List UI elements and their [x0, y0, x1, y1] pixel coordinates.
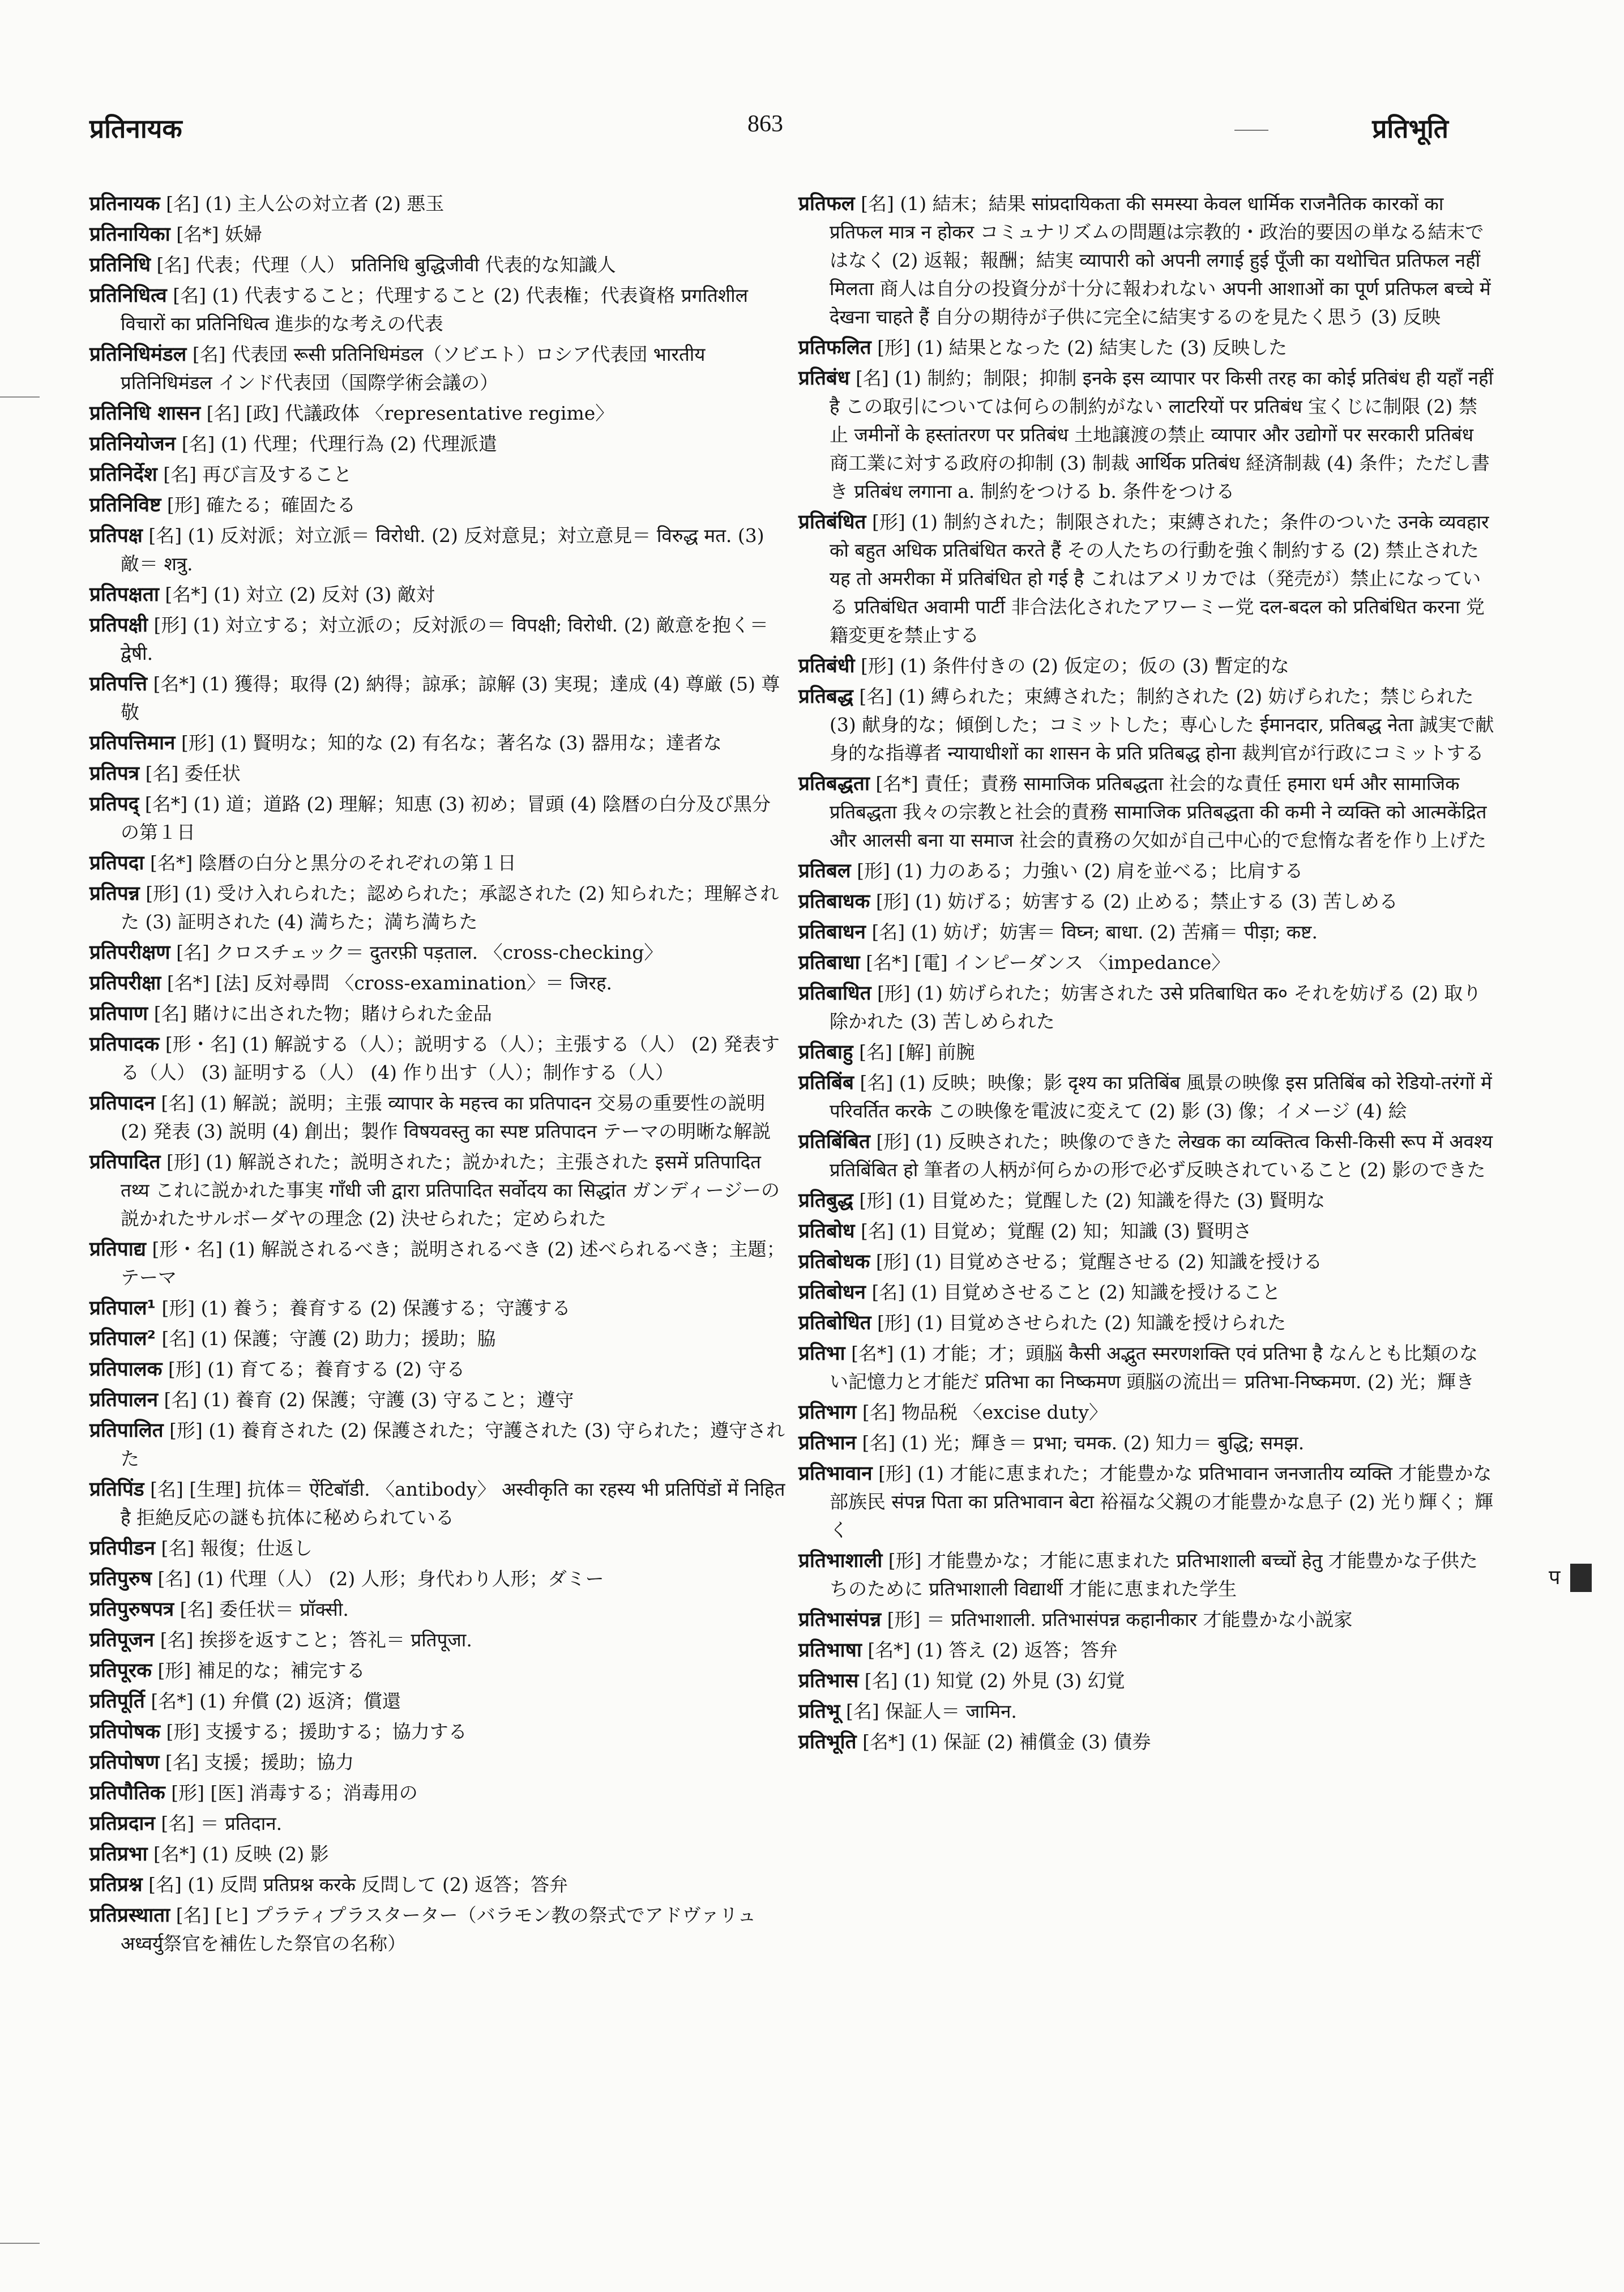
dictionary-entry [798, 918, 1495, 946]
entry-headword: प्रतिपालित [89, 1419, 164, 1442]
entry-headword: प्रतिबाहु [798, 1041, 853, 1064]
entry-definition: [名] 保証人＝ जामिन. [846, 1700, 1017, 1722]
entry-definition: [名*] 妖婦 [176, 223, 262, 245]
entry-definition: [形・名] (1) 解説する（人）；説明する（人）；主張する（人） (2) 発表する（人） (3) 証明する（人） (4) 作り出す（人）；制作する（人） [121, 1033, 780, 1083]
thumb-index-mark [1570, 1564, 1592, 1592]
entry-headword: प्रतिपिंड [89, 1478, 144, 1501]
dictionary-entry [798, 1636, 1495, 1664]
entry-definition: [名] (1) 代理；代理行為 (2) 代理派遣 [181, 433, 497, 455]
dictionary-entry [89, 251, 786, 279]
entry-definition: [名] 委任状 [145, 762, 241, 784]
entry-definition: [名] 賭けに出された物；賭けられた金品 [153, 1002, 492, 1025]
entry-definition: [名] (1) 光；輝き＝ प्रभा; चमक. (2) 知力＝ बुद्धि; समझ. [862, 1432, 1305, 1454]
thumb-index-letter: प [1549, 1566, 1561, 1589]
entry-definition: [名] (1) 反問 प्रतिप्रश्न करके 反問して (2) 返答；答弁 [148, 1873, 569, 1896]
dictionary-entry [89, 1657, 786, 1685]
entry-headword: प्रतिपाद्य [89, 1238, 146, 1261]
entry-definition: [名*] 責任；責務 सामाजिक प्रतिबद्धता 社会的な責任 हमारा धर्म और सामाजिक प्रतिबद्धता 我々の宗教と社会的責務 सामाजिक प्रतिबद्धता की कमी ने व्यक्ति को आत्मकेंद्रित और आलसी बना या समाज 社会的責務の欠如が自己中心的で怠惰な者を作り上げた [830, 772, 1487, 851]
entry-definition: [名] (1) 代表すること；代理すること (2) 代表権；代表資格 प्रगतिशील विचारों का प्रतिनिधित्व 進歩的な考えの代表 [121, 284, 749, 335]
dictionary-entry [89, 938, 786, 967]
entry-headword: प्रतिपुरुष [89, 1568, 152, 1590]
entry-headword: प्रतिनिधिमंडल [89, 343, 187, 366]
entry-headword: प्रतिपक्षी [89, 614, 148, 637]
dictionary-entry [798, 190, 1495, 331]
entry-headword: प्रतिभू [798, 1700, 840, 1723]
dictionary-entry [798, 364, 1495, 506]
entry-headword: प्रतिपूर्ति [89, 1690, 145, 1713]
dictionary-entry [89, 1325, 786, 1353]
entry-headword: प्रतिनायक [89, 193, 160, 215]
dictionary-entry [798, 1186, 1495, 1215]
entry-definition: [名] [解] 前腕 [859, 1041, 975, 1063]
dictionary-entry [89, 1779, 786, 1807]
entry-headword: प्रतिपौतिक [89, 1782, 165, 1804]
entry-headword: प्रतिभावान [798, 1462, 873, 1485]
dictionary-entry [89, 1386, 786, 1414]
entry-headword: प्रतिनियोजन [89, 433, 176, 455]
running-head-last-entry: प्रतिभूति [1372, 113, 1448, 144]
dictionary-entry [89, 1475, 786, 1532]
entry-headword: प्रतिपोषण [89, 1751, 160, 1774]
entry-definition: [名] (1) 反映；映像；影 दृश्य का प्रतिबिंब 風景の映像 इस प्रतिबिंब को रेडियो-तरंगों में परिवर्तित करके この映像を電波に変えて (2) 影 (3) 像；イメージ (4) 絵 [830, 1072, 1492, 1122]
dictionary-entry [798, 887, 1495, 916]
entry-headword: प्रतिपन्न [89, 882, 140, 905]
entry-definition: [名] ＝ प्रतिदान. [161, 1812, 283, 1834]
entry-definition: [名] (1) 代理（人） (2) 人形；身代わり人形；ダミー [157, 1568, 604, 1590]
entry-headword: प्रतिभासंपन्न [798, 1608, 882, 1631]
dictionary-entry [798, 1248, 1495, 1276]
entry-headword: प्रतिबोधित [798, 1312, 871, 1334]
entry-definition: [名] (1) 保護；守護 (2) 助力；援助；脇 [161, 1328, 496, 1350]
entry-definition: [形] (1) 受け入れられた；認められた；承認された (2) 知られた；理解された (3) 証明された (4) 満ちた；満ち満ちた [121, 882, 779, 933]
running-head-first-entry: प्रतिनायक [89, 113, 182, 144]
entry-definition: [名] (1) 目覚めさせること (2) 知識を授けること [871, 1281, 1281, 1303]
entry-headword: प्रतिबल [798, 860, 851, 882]
entry-headword: प्रतिबुद्ध [798, 1189, 853, 1212]
entry-definition: [名] [ヒ] プラティプラスターター（バラモン教の祭式でアドヴァリュ अध्वर्यु祭官を補佐した祭官の名称） [121, 1904, 757, 1954]
entry-definition: [名] 報復；仕返し [161, 1537, 313, 1559]
entry-headword: प्रतिनिधि [89, 254, 151, 276]
dictionary-entry [798, 1309, 1495, 1337]
entry-headword: प्रतिपोषक [89, 1721, 160, 1743]
page-header [0, 110, 1624, 150]
entry-definition: [名] 支援；援助；協力 [165, 1751, 354, 1773]
dictionary-entry [89, 1355, 786, 1384]
entry-definition: [形] [医] 消毒する；消毒用の [171, 1782, 418, 1804]
entry-definition: [形] (1) 妨げられた；妨害された उसे प्रतिबाधित क० それを妨げる (2) 取り除かれた (3) 苦しめられた [830, 982, 1482, 1032]
entry-headword: प्रतिफल [798, 193, 855, 215]
dictionary-entry [798, 1038, 1495, 1066]
entry-definition: [形] (1) 対立する；対立派の；反対派の＝ विपक्षी; विरोधी. (2) 敵意を抱く＝ द्वेषी. [121, 614, 768, 664]
dictionary-entry [798, 682, 1495, 767]
entry-headword: प्रतिप्रश्न [89, 1873, 143, 1896]
entry-definition: [形・名] (1) 解説されるべき；説明されるべき (2) 述べられるべき；主題；テーマ [121, 1238, 785, 1288]
entry-headword: प्रतिपादन [89, 1092, 155, 1115]
entry-definition: [形] 才能豊かな；才能に恵まれた प्रतिभाशाली बच्चों हेतु 才能豊かな子供たちのために प्रतिभाशाली विद्यार्थी 才能に恵まれた学生 [830, 1550, 1478, 1600]
dictionary-entry [89, 340, 786, 397]
dictionary-entry [89, 1595, 786, 1624]
dictionary-entry [798, 1697, 1495, 1726]
entry-definition: [形] 確たる；確固たる [166, 494, 356, 516]
entry-headword: प्रतिपत्तिमान [89, 732, 176, 754]
dictionary-entry [89, 1901, 786, 1958]
dictionary-entry [798, 1547, 1495, 1603]
entry-definition: [名] (1) 養育 (2) 保護；守護 (3) 守ること；遵守 [164, 1389, 574, 1411]
entry-headword: प्रतिपक्षता [89, 583, 159, 606]
entry-headword: प्रतिपदा [89, 852, 144, 874]
entry-headword: प्रतिबद्धता [798, 772, 870, 795]
dictionary-entry [89, 1416, 786, 1473]
entry-definition: [名] (1) 目覚め；覚醒 (2) 知；知識 (3) 賢明さ [861, 1220, 1252, 1242]
dictionary-entry [798, 1459, 1495, 1544]
dictionary-entry [89, 1565, 786, 1593]
entry-headword: प्रतिपत्ति [89, 673, 148, 695]
dictionary-entry [89, 190, 786, 218]
dictionary-entry [89, 1718, 786, 1746]
dictionary-entry [798, 1728, 1495, 1756]
dictionary-entry [798, 1429, 1495, 1457]
entry-definition: [形] ＝ प्रतिभाशाली. प्रतिभासंपन्न कहानीकार 才能豊かな小説家 [887, 1608, 1353, 1631]
entry-headword: प्रतिपुरुषपत्र [89, 1598, 174, 1621]
entry-definition: [名] [生理] 抗体＝ ऐंटिबॉडी. 〈antibody〉 अस्वीकृति का रहस्य भी प्रतिपिंडों में निहित है 拒絶反応の謎も抗体に秘められている [121, 1478, 785, 1529]
left-column [89, 190, 786, 1960]
entry-definition: [形] (1) 力のある；力強い (2) 肩を並べる；比肩する [857, 860, 1304, 882]
entry-definition: [名] 委任状＝ प्रॉक्सी. [180, 1598, 349, 1620]
entry-definition: [名*] (1) 道；道路 (2) 理解；知恵 (3) 初め；冒頭 (4) 陰暦の白分及び黒分の第１日 [121, 793, 771, 843]
entry-headword: प्रतिभास [798, 1670, 859, 1692]
dictionary-entry [89, 1687, 786, 1715]
dictionary-entry [89, 1534, 786, 1563]
dictionary-entry [89, 522, 786, 578]
entry-definition: [形] (1) 賢明な；知的な (2) 有名な；著名な (3) 器用な；達者な [181, 732, 722, 754]
entry-headword: प्रतिभूति [798, 1731, 857, 1753]
entry-definition: [名] (1) 制約；制限；抑制 इनके इस व्यापार पर किसी तरह का कोई प्रतिबंध ही यहाँ नहीं है この取引については何らの制約がない लाटरियों पर प्रतिबंध 宝くじに制限 (2) 禁止 जमीनों के हस्तांतरण पर प्रतिबंध 土地譲渡の禁止 व्यापार और उद्योगों पर सरकारी प्रतिबंध 商工業に対する政府の抑制 (3) 制裁 आर्थिक प्रतिबंध 経済制裁 (4) 条件；ただし書き प्रतिबंध लगाना a. 制約をつける b. 条件をつける [830, 367, 1494, 502]
entry-headword: प्रतिपालन [89, 1389, 159, 1411]
entry-headword: प्रतिबोध [798, 1220, 855, 1243]
dictionary-entry [89, 759, 786, 788]
dictionary-entry [89, 399, 786, 428]
entry-definition: [形] (1) 解説された；説明された；説かれた；主張された इसमें प्रतिपादित तथ्य これに説かれた事実 गाँधी जी द्वारा प्रतिपादित सर्वोदय का सिद्धांत ガンディージーの説かれたサルボーダヤの理念 (2) 決せられた；定められた [121, 1151, 780, 1230]
entry-headword: प्रतिबिंब [798, 1072, 854, 1094]
entry-headword: प्रतिभा [798, 1342, 845, 1365]
entry-definition: [名] 代表；代理（人） प्रतिनिधि बुद्धिजीवी 代表的な知識人 [156, 254, 616, 276]
entry-definition: [名*] (1) 保証 (2) 補償金 (3) 債券 [862, 1731, 1151, 1753]
dictionary-entry [798, 979, 1495, 1036]
entry-definition: [形] 補足的な；補完する [157, 1659, 365, 1681]
dictionary-entry [89, 880, 786, 936]
entry-definition: [形] (1) 目覚めさせる；覚醒させる (2) 知識を授ける [875, 1250, 1323, 1273]
dictionary-entry [798, 949, 1495, 977]
entry-headword: प्रतिबंधी [798, 655, 855, 677]
entry-headword: प्रतिबंध [798, 367, 850, 390]
entry-definition: [形] (1) 条件付きの (2) 仮定の；仮の (3) 暫定的な [861, 655, 1289, 677]
entry-definition: [名*] (1) 獲得；取得 (2) 納得；諒承；諒解 (3) 実現；達成 (4) 尊厳 (5) 尊敬 [121, 673, 780, 723]
entry-headword: प्रतिप्रभा [89, 1843, 148, 1866]
dictionary-entry [89, 1089, 786, 1146]
entry-definition: [形] (1) 制約された；制限された；束縛された；条件のついた उनके व्यवहार को बहुत अधिक प्रतिबंधित करते हैं その人たちの行動を強く制約する (2) 禁止された यह तो अमरीका में प्रतिबंधित हो गई है これはアメリカでは（発売が）禁止になっている प्रतिबंधित अवामी पार्टी 非合法化されたアワーミー党 दल-बदल को प्रतिबंधित करना 党籍変更を禁止する [830, 511, 1489, 646]
dictionary-entry [89, 729, 786, 757]
entry-definition: [形] (1) 養育された (2) 保護された；守護された (3) 守られた；遵守された [121, 1419, 785, 1470]
entry-definition: [名] 挨拶を返すこと；答礼＝ प्रतिपूजा. [160, 1629, 472, 1651]
dictionary-entry [89, 220, 786, 249]
dictionary-entry [89, 1748, 786, 1777]
entry-definition: [名] 代表団 रूसी प्रतिनिधिमंडल（ソビエト）ロシア代表団 भारतीय प्रतिनिधिमंडल インド代表団（国際学術会議の） [121, 343, 706, 394]
entry-headword: प्रतिभाग [798, 1401, 857, 1424]
entry-headword: प्रतिबोधन [798, 1281, 866, 1304]
dictionary-entry [89, 670, 786, 727]
entry-definition: [形] (1) 目覚めさせられた (2) 知識を授けられた [877, 1312, 1287, 1334]
entry-headword: प्रतिफलित [798, 336, 871, 359]
entry-headword: प्रतिनायिका [89, 223, 170, 246]
entry-definition: [名*] [電] インピーダンス 〈impedance〉 [866, 951, 1230, 974]
entry-headword: प्रतिबिंबित [798, 1130, 870, 1153]
entry-headword: प्रतिपीडन [89, 1537, 156, 1560]
dictionary-entry [798, 1667, 1495, 1695]
entry-headword: प्रतिबाधित [798, 982, 871, 1005]
dictionary-entry [798, 652, 1495, 680]
entry-headword: प्रतिप्रदान [89, 1812, 155, 1835]
entry-definition: [形] 支援する；援助する；協力する [166, 1721, 467, 1743]
dictionary-entry [798, 508, 1495, 650]
header-dash [1234, 130, 1268, 131]
dictionary-entry [798, 770, 1495, 855]
dictionary-entry [798, 857, 1495, 885]
entry-headword: प्रतिपादित [89, 1151, 161, 1173]
entry-headword: प्रतिपादक [89, 1033, 160, 1056]
dictionary-entry [798, 334, 1495, 362]
dictionary-entry [89, 1148, 786, 1233]
dictionary-entry [89, 1840, 786, 1868]
entry-headword: प्रतिपरीक्षा [89, 972, 161, 995]
dictionary-entry [89, 1030, 786, 1087]
entry-definition: [名*] (1) 対立 (2) 反対 (3) 敵対 [165, 583, 435, 605]
entry-definition: [形] (1) 才能に恵まれた；才能豊かな प्रतिभावान जनजातीय व्यक्ति 才能豊かな部族民 संपन्न पिता का प्रतिभावान बेटा 裕福な父親の才能豊かな息子 (2) 光り輝く；輝く [830, 1462, 1494, 1541]
entry-definition: [形] (1) 目覚めた；覚醒した (2) 知識を得た (3) 賢明な [859, 1189, 1326, 1211]
entry-headword: प्रतिपाल² [89, 1328, 156, 1350]
entry-headword: प्रतिप्रस्थाता [89, 1904, 170, 1927]
entry-definition: [形] (1) 養う；養育する (2) 保護する；守護する [161, 1297, 571, 1319]
entry-definition: [名*] (1) 反映 (2) 影 [153, 1843, 329, 1865]
entry-definition: [名] 再び言及すること [163, 463, 352, 485]
entry-definition: [形] (1) 妨げる；妨害する (2) 止める；禁止する (3) 苦しめる [875, 890, 1398, 912]
entry-headword: प्रतिबाधन [798, 921, 866, 944]
entry-headword: प्रतिपद् [89, 793, 139, 816]
entry-definition: [名] (1) 知覚 (2) 外見 (3) 幻覚 [864, 1670, 1125, 1692]
margin-mark [0, 2243, 40, 2244]
entry-headword: प्रतिभाशाली [798, 1550, 883, 1572]
entry-definition: [形] (1) 結果となった (2) 結実した (3) 反映した [877, 336, 1288, 358]
entry-definition: [名] (1) 縛られた；束縛された；制約された (2) 妨げられた；禁じられた (3) 献身的な；傾倒した；コミットした；専心した ईमानदार, प्रतिबद्ध नेता 誠実で献身的な指導者 न्यायाधीशों का शासन के प्रति प्रतिबद्ध होना 裁判官が行政にコミットする [830, 685, 1494, 764]
entry-headword: प्रतिबंधित [798, 511, 866, 533]
thumb-index-tab [1549, 1560, 1597, 1595]
dictionary-entry [89, 1871, 786, 1899]
entry-definition: [形] (1) 反映された；映像のできた लेखक का व्यक्तित्व किसी-किसी रूप में अवश्य प्रतिबिंबित हो 筆者の人柄が何らかの形で必ず反映されていること (2) 影のできた [830, 1130, 1493, 1181]
entry-definition: [名] (1) 主人公の対立者 (2) 悪玉 [166, 193, 445, 215]
entry-headword: प्रतिबोधक [798, 1250, 870, 1273]
dictionary-entry [89, 1809, 786, 1838]
entry-definition: [名*] [法] 反対尋問 〈cross-examination〉＝ जिरह. [166, 972, 613, 994]
entry-headword: प्रतिनिर्देश [89, 463, 157, 486]
entry-headword: प्रतिपालक [89, 1358, 163, 1381]
entry-definition: [名] (1) 解説；説明；主張 व्यापार के महत्त्व का प्रतिपादन 交易の重要性の説明 (2) 発表 (3) 説明 (4) 創出；製作 विषयवस्तु का स्पष्ट प्रतिपादन テーマの明晰な解説 [121, 1092, 771, 1142]
dictionary-entry [89, 281, 786, 338]
dictionary-entry [89, 1235, 786, 1292]
margin-mark [0, 396, 40, 398]
entry-headword: प्रतिभान [798, 1432, 857, 1454]
dictionary-entry [798, 1128, 1495, 1184]
entry-definition: [名*] 陰暦の白分と黒分のそれぞれの第１日 [149, 852, 516, 874]
dictionary-entry [89, 849, 786, 877]
dictionary-entry [89, 1626, 786, 1654]
entry-headword: प्रतिबाधक [798, 890, 870, 913]
dictionary-entry [798, 1217, 1495, 1245]
entry-headword: प्रतिबद्ध [798, 685, 853, 708]
entry-headword: प्रतिबाधा [798, 951, 860, 974]
dictionary-entry [798, 1398, 1495, 1427]
entry-definition: [名*] (1) 弁償 (2) 返済；償還 [151, 1690, 401, 1712]
entry-definition: [名] [政] 代議政体 〈representative regime〉 [206, 402, 614, 424]
right-column [798, 190, 1495, 1759]
dictionary-entry [89, 790, 786, 847]
entry-headword: प्रतिनिधित्व [89, 284, 167, 307]
entry-definition: [形] (1) 育てる；養育する (2) 守る [168, 1358, 465, 1380]
entry-definition: [名] クロスチェック＝ दुतरफ़ी पड़ताल. 〈cross-checking〉 [176, 941, 663, 963]
entry-headword: प्रतिपत्र [89, 762, 140, 785]
entry-headword: प्रतिपक्ष [89, 524, 143, 547]
dictionary-entry [89, 969, 786, 997]
dictionary-entry [89, 430, 786, 458]
dictionary-entry [89, 460, 786, 489]
entry-definition: [名] (1) 反対派；対立派＝ विरोधी. (2) 反対意見；対立意見＝ विरुद्ध मत. (3) 敵＝ शत्रु. [121, 524, 764, 575]
dictionary-entry [89, 611, 786, 668]
entry-headword: प्रतिपरीक्षण [89, 941, 170, 964]
entry-headword: प्रतिनिविष्ट [89, 494, 161, 517]
entry-headword: प्रतिपूजन [89, 1629, 155, 1651]
entry-headword: प्रतिपाल¹ [89, 1297, 156, 1320]
entry-headword: प्रतिनिधि शासन [89, 402, 201, 425]
dictionary-entry [89, 581, 786, 609]
dictionary-entry [798, 1606, 1495, 1634]
entry-definition: [名*] (1) 答え (2) 返答；答弁 [867, 1639, 1118, 1661]
entry-headword: प्रतिपाण [89, 1002, 148, 1025]
entry-definition: [名*] (1) 才能；才；頭脳 कैसी अद्भुत स्मरणशक्ति एवं प्रतिभा है なんとも比類のない記憶力と才能だ प्रतिभा का निष्कमण 頭脳の流出＝ प्रतिभा-निष्कमण. (2) 光；輝き [830, 1342, 1478, 1393]
entry-headword: प्रतिपूरक [89, 1659, 152, 1682]
dictionary-entry [798, 1339, 1495, 1396]
entry-headword: प्रतिभाषा [798, 1639, 862, 1662]
dictionary-entry [89, 1294, 786, 1322]
dictionary-entry [89, 491, 786, 519]
entry-definition: [名] (1) 妨げ；妨害＝ विघ्न; बाधा. (2) 苦痛＝ पीड़ा; कष्ट. [871, 921, 1318, 943]
dictionary-entry [89, 1000, 786, 1028]
dictionary-entry [798, 1278, 1495, 1307]
dictionary-entry [798, 1069, 1495, 1125]
entry-definition: [名] (1) 結末；結果 सांप्रदायिकता की समस्या केवल धार्मिक राजनैतिक कारकों का प्रतिफल मात्र न होकर コミュナリズムの問題は宗教的・政治的要因の単なる結末ではなく (2) 返報；報酬；結実 व्यापारी को अपनी लगाई हुई पूँजी का यथोचित प्रतिफल नहीं मिलता 商人は自分の投資分が十分に報われない अपनी आशाओं का पूर्ण प्रतिफल बच्चे में देखना चाहते हैं 自分の期待が子供に完全に結実するのを見たく思う (3) 反映 [830, 193, 1491, 328]
entry-definition: [名] 物品税 〈excise duty〉 [862, 1401, 1108, 1423]
page-number: 863 [747, 111, 783, 137]
